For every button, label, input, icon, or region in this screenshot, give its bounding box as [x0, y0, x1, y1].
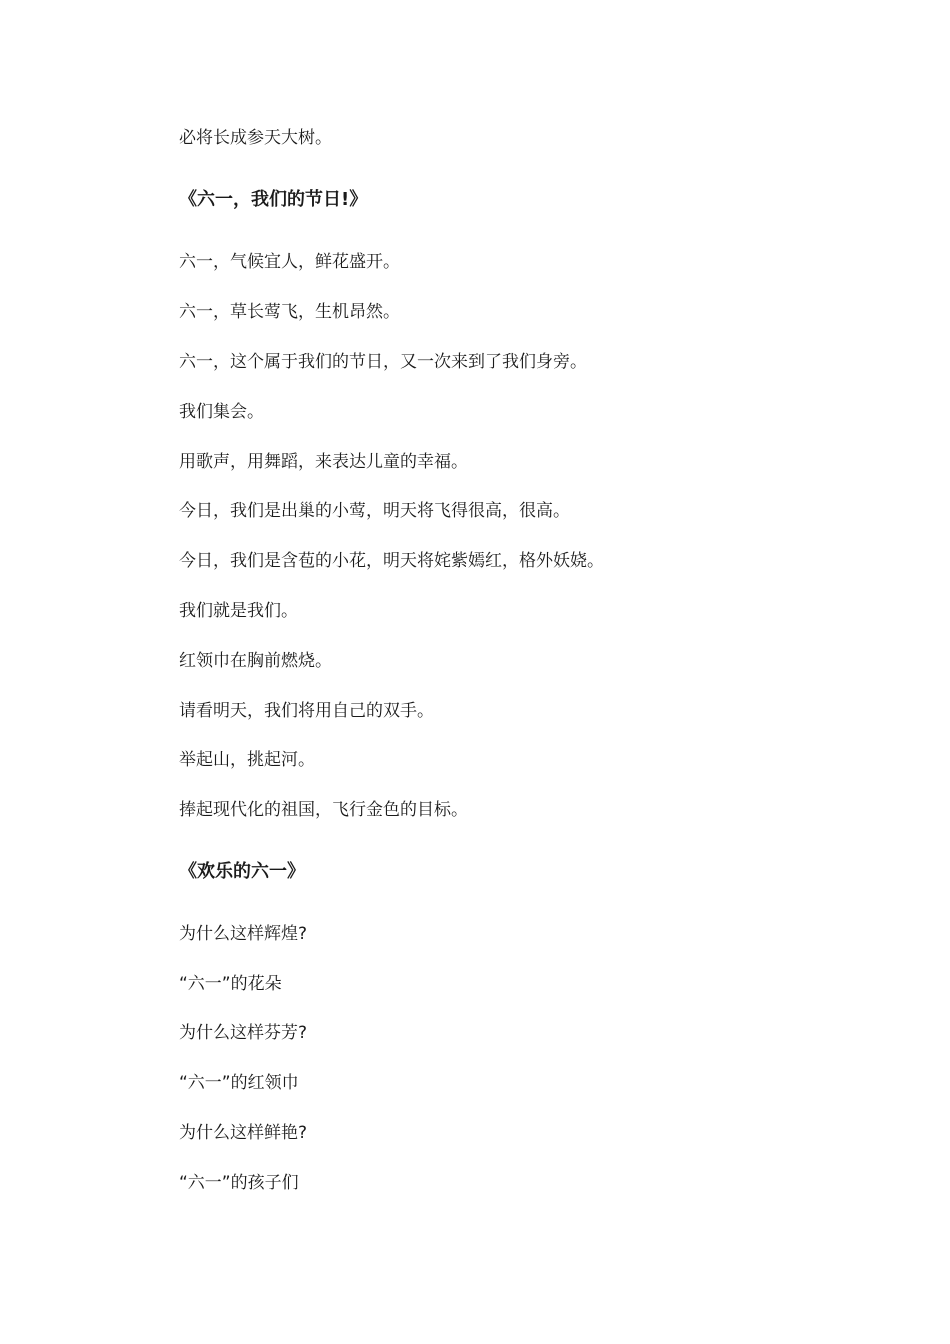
poem1-line-11: 举起山，挑起河。 [179, 750, 315, 770]
poem1-title: 《六一，我们的节日!》 [179, 189, 368, 210]
poem2-line-5: 为什么这样鲜艳? [179, 1123, 308, 1143]
poem1-line-3: 六一，这个属于我们的节日，又一次来到了我们身旁。 [179, 352, 587, 372]
poem1-line-2: 六一，草长莺飞，生机昂然。 [179, 302, 400, 322]
poem1-line-7: 今日，我们是含苞的小花，明天将姹紫嫣红，格外妖娆。 [179, 551, 604, 571]
poem2-line-1: 为什么这样辉煌? [179, 924, 308, 944]
poem1-line-10: 请看明天，我们将用自己的双手。 [179, 701, 434, 721]
poem2-line-6: “六一”的孩子们 [179, 1173, 299, 1193]
poem1-line-4: 我们集会。 [179, 402, 264, 422]
poem1-line-6: 今日，我们是出巢的小莺，明天将飞得很高，很高。 [179, 501, 570, 521]
poem2-line-2: “六一”的花朵 [179, 974, 282, 994]
poem1-line-8: 我们就是我们。 [179, 601, 298, 621]
poem1-line-1: 六一，气候宜人，鲜花盛开。 [179, 252, 400, 272]
poem1-line-5: 用歌声，用舞蹈，来表达儿童的幸福。 [179, 452, 468, 472]
intro-line: 必将长成参天大树。 [179, 128, 332, 148]
poem2-line-3: 为什么这样芬芳? [179, 1023, 308, 1043]
poem1-line-9: 红领巾在胸前燃烧。 [179, 651, 332, 671]
poem2-line-4: “六一”的红领巾 [179, 1073, 299, 1093]
poem1-line-12: 捧起现代化的祖国，飞行金色的目标。 [179, 800, 468, 820]
poem2-title: 《欢乐的六一》 [179, 861, 305, 882]
